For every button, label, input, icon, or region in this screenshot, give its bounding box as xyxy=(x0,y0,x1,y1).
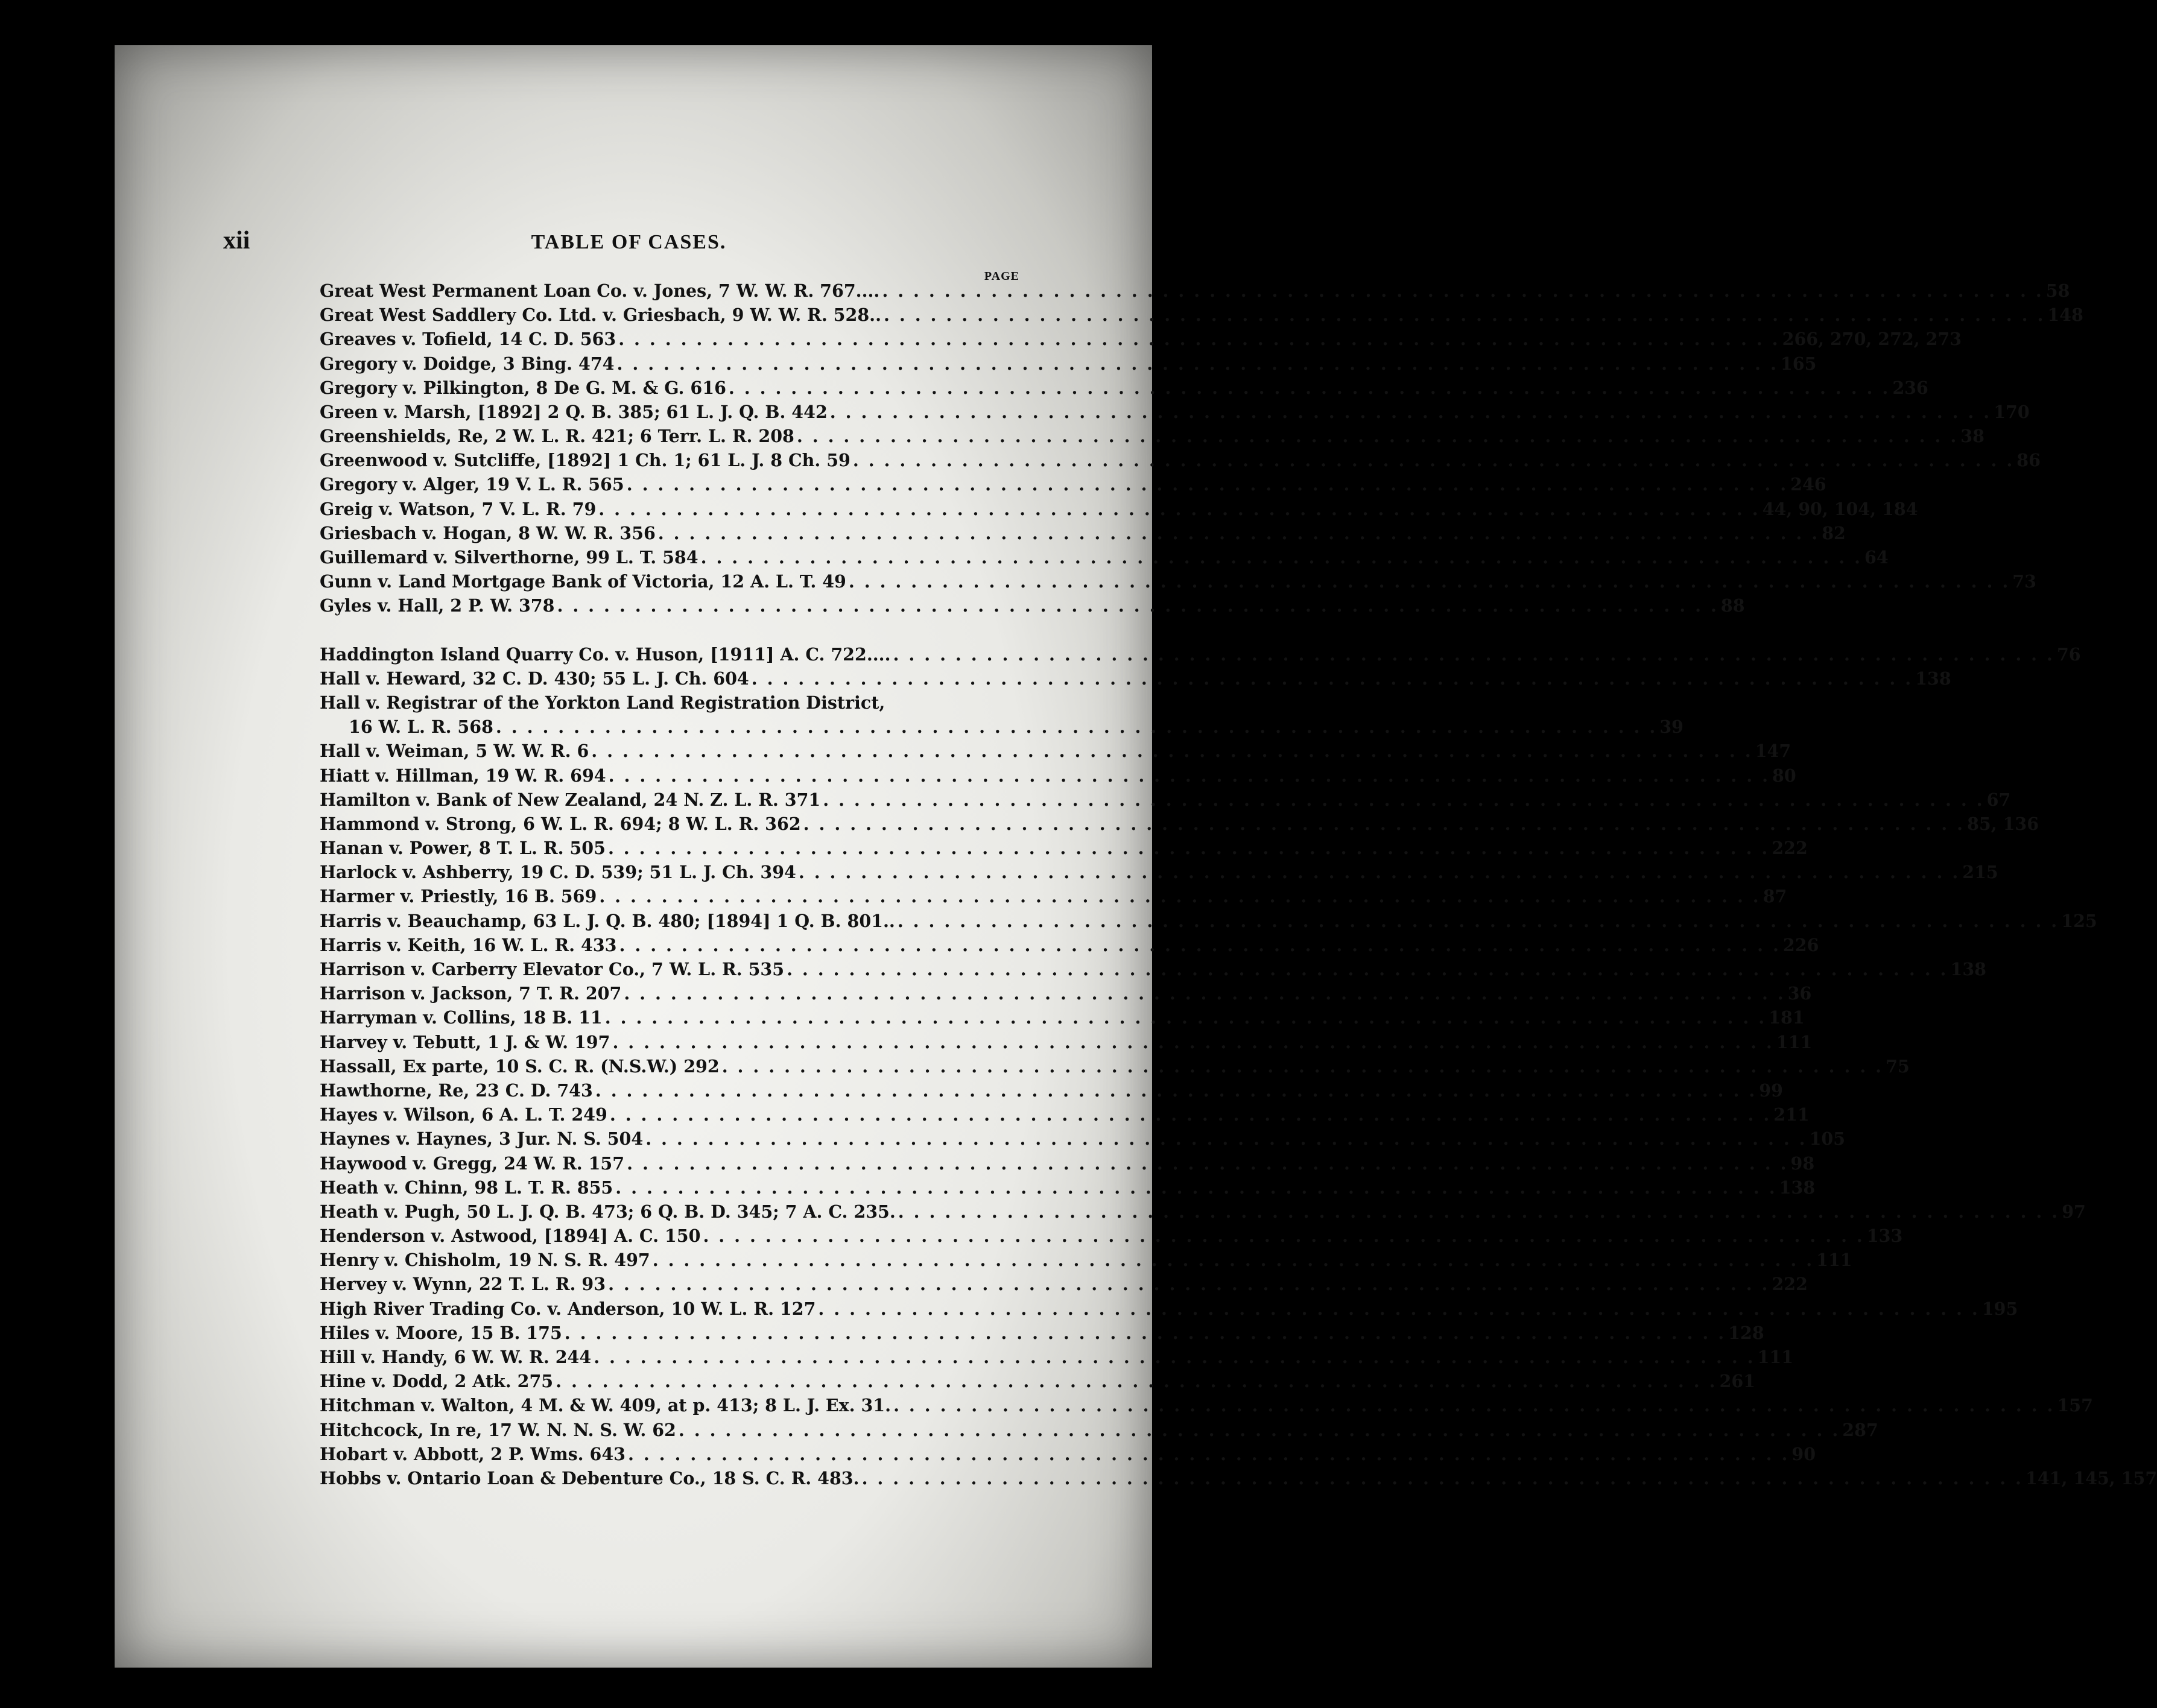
case-citation: Greaves v. Tofield, 14 C. D. 563 xyxy=(320,329,616,350)
case-citation: Heath v. Pugh, 50 L. J. Q. B. 473; 6 Q. B. D. 345; 7 A. C. 235. xyxy=(320,1201,896,1222)
page-reference: 266, 270, 272, 273 xyxy=(1782,329,1962,350)
page-column-heading: PAGE xyxy=(984,270,1019,283)
dot-leader: . . . . . . . . . . . . . . . . . . . . . . . . . . . . . . . . . . . . . . . . . . . . . . . . . . . . . . . . . . . . . . . . . . . . . . . . . . . xyxy=(557,595,1718,616)
case-citation: Gunn v. Land Mortgage Bank of Victoria, 12 A. L. T. 49 xyxy=(320,571,846,592)
dot-leader: . . . . . . . . . . . . . . . . . . . . . . . . . . . . . . . . . . . . . . . . . . . . . . . . . . . . . . . . . . . . . . . . . . . . . . . . . . . xyxy=(607,838,1770,859)
page-reference: 138 xyxy=(1779,1177,1816,1198)
case-citation: Hall v. Heward, 32 C. D. 430; 55 L. J. Ch. 604 xyxy=(320,668,749,689)
page-reference: 73 xyxy=(2012,571,2036,592)
page-reference: 85, 136 xyxy=(1967,813,2039,834)
case-citation: Hammond v. Strong, 6 W. L. R. 694; 8 W. L. R. 362 xyxy=(320,813,801,834)
page-reference: 157 xyxy=(2057,1395,2093,1416)
dot-leader: . . . . . . . . . . . . . . . . . . . . . . . . . . . . . . . . . . . . . . . . . . . . . . . . . . . . . . . . . . . . . . . . . . . . . . . . . . . xyxy=(591,741,1753,762)
page-reference: 147 xyxy=(1755,741,1791,762)
page-reference: 38 xyxy=(1960,426,1984,447)
case-entry xyxy=(320,545,1889,569)
page-reference: 76 xyxy=(2056,644,2081,665)
dot-leader: . . . . . . . . . . . . . . . . . . . . . . . . . . . . . . . . . . . . . . . . . . . . . . . . . . . . . . . . . . . . . . . . . . . . . . . . . . . xyxy=(893,1395,2055,1416)
dot-leader: . . . . . . . . . . . . . . . . . . . . . . . . . . . . . . . . . . . . . . . . . . . . . . . . . . . . . . . . . . . . . . . . . . . . . . . . . . . xyxy=(852,450,2015,471)
dot-leader: . . . . . . . . . . . . . . . . . . . . . . . . . . . . . . . . . . . . . . . . . . . . . . . . . . . . . . . . . . . . . . . . . . . . . . . . . . . xyxy=(823,789,1984,810)
page-reference: 125 xyxy=(2061,910,2097,931)
dot-leader: . . . . . . . . . . . . . . . . . . . . . . . . . . . . . . . . . . . . . . . . . . . . . . . . . . . . . . . . . . . . . . . . . . . . . . . . . . . xyxy=(619,934,1781,955)
page-reference: 181 xyxy=(1769,1007,1805,1028)
case-entry xyxy=(320,1321,1764,1345)
dot-leader: . . . . . . . . . . . . . . . . . . . . . . . . . . . . . . . . . . . . . . . . . . . . . . . . . . . . . . . . . . . . . . . . . . . . . . . . . . . xyxy=(627,1153,1788,1174)
page-reference: 148 xyxy=(2047,305,2083,326)
dot-leader: . . . . . . . . . . . . . . . . . . . . . . . . . . . . . . . . . . . . . . . . . . . . . . . . . . . . . . . . . . . . . . . . . . . . . . . . . . . xyxy=(829,401,1992,422)
page-reference: 111 xyxy=(1816,1250,1852,1271)
dot-leader: . . . . . . . . . . . . . . . . . . . . . . . . . . . . . . . . . . . . . . . . . . . . . . . . . . . . . . . . . . . . . . . . . . . . . . . . . . . xyxy=(627,1443,1790,1464)
page-reference: 75 xyxy=(1886,1055,1910,1077)
page-reference: 98 xyxy=(1790,1153,1815,1174)
page-number: xii xyxy=(223,227,250,255)
case-entry xyxy=(320,1030,1813,1054)
case-citation: Hiles v. Moore, 15 B. 175 xyxy=(320,1322,562,1343)
page-reference: 165 xyxy=(1780,353,1817,374)
dot-leader: . . . . . . . . . . . . . . . . . . . . . . . . . . . . . . . . . . . . . . . . . . . . . . . . . . . . . . . . . . . . . . . . . . . . . . . . . . . xyxy=(700,547,1862,568)
dot-leader: . . . . . . . . . . . . . . . . . . . . . . . . . . . . . . . . . . . . . . . . . . . . . . . . . . . . . . . . . . . . . . . . . . . . . . . . . . . xyxy=(787,959,1948,980)
page-reference: 90 xyxy=(1791,1443,1816,1464)
case-entry xyxy=(320,885,1787,909)
case-citation: Greig v. Watson, 7 V. L. R. 79 xyxy=(320,498,597,519)
case-citation: Hine v. Dodd, 2 Atk. 275 xyxy=(320,1371,554,1392)
dot-leader: . . . . . . . . . . . . . . . . . . . . . . . . . . . . . . . . . . . . . . . . . . . . . . . . . . . . . . . . . . . . . . . . . . . . . . . . . . . xyxy=(652,1250,1814,1271)
case-entry xyxy=(320,497,1918,521)
table-of-cases xyxy=(320,279,2157,1490)
dot-leader: . . . . . . . . . . . . . . . . . . . . . . . . . . . . . . . . . . . . . . . . . . . . . . . . . . . . . . . . . . . . . . . . . . . . . . . . . . . xyxy=(728,377,1890,398)
case-entry xyxy=(320,1127,1846,1151)
case-citation: Great West Saddlery Co. Ltd. v. Griesbach, 9 W. W. R. 528.. xyxy=(320,305,882,326)
page-reference: 141, 145, 157 xyxy=(2025,1467,2157,1488)
case-entry xyxy=(320,1175,1816,1200)
page-reference: 246 xyxy=(1790,474,1826,495)
case-citation: Hassall, Ex parte, 10 S. C. R. (N.S.W.) 292 xyxy=(320,1055,720,1077)
case-entry xyxy=(320,1297,2018,1321)
dot-leader: . . . . . . . . . . . . . . . . . . . . . . . . . . . . . . . . . . . . . . . . . . . . . . . . . . . . . . . . . . . . . . . . . . . . . . . . . . . xyxy=(608,765,1770,786)
dot-leader: . . . . . . . . . . . . . . . . . . . . . . . . . . . . . . . . . . . . . . . . . . . . . . . . . . . . . . . . . . . . . . . . . . . . . . . . . . . xyxy=(882,280,2044,301)
case-citation: Hill v. Handy, 6 W. W. R. 244 xyxy=(320,1347,592,1368)
case-citation: Harrison v. Carberry Elevator Co., 7 W. L. R. 535 xyxy=(320,959,785,980)
dot-leader: . . . . . . . . . . . . . . . . . . . . . . . . . . . . . . . . . . . . . . . . . . . . . . . . . . . . . . . . . . . . . . . . . . . . . . . . . . . xyxy=(893,644,2054,665)
dot-leader: . . . . . . . . . . . . . . . . . . . . . . . . . . . . . . . . . . . . . . . . . . . . . . . . . . . . . . . . . . . . . . . . . . . . . . . . . . . xyxy=(796,426,1959,447)
page-reference: 261 xyxy=(1719,1371,1756,1392)
case-citation: Gregory v. Alger, 19 V. L. R. 565 xyxy=(320,474,624,495)
case-citation: Gregory v. Doidge, 3 Bing. 474 xyxy=(320,353,615,374)
case-entry xyxy=(320,1369,1756,1393)
dot-leader: . . . . . . . . . . . . . . . . . . . . . . . . . . . . . . . . . . . . . . . . . . . . . . . . . . . . . . . . . . . . . . . . . . . . . . . . . . . xyxy=(678,1419,1840,1440)
case-entry xyxy=(320,400,2030,424)
case-citation: Great West Permanent Loan Co. v. Jones, 7 W. W. R. 767.... xyxy=(320,280,880,301)
case-entry xyxy=(320,376,1928,400)
case-entry xyxy=(320,521,1846,545)
case-entry xyxy=(320,303,2083,327)
case-entry xyxy=(320,1466,2157,1490)
case-entry xyxy=(320,1248,1852,1272)
dot-leader: . . . . . . . . . . . . . . . . . . . . . . . . . . . . . . . . . . . . . . . . . . . . . . . . . . . . . . . . . . . . . . . . . . . . . . . . . . . xyxy=(598,498,1760,519)
dot-leader: . . . . . . . . . . . . . . . . . . . . . . . . . . . . . . . . . . . . . . . . . . . . . . . . . . . . . . . . . . . . . . . . . . . . . . . . . . . xyxy=(703,1226,1864,1247)
case-citation: High River Trading Co. v. Anderson, 10 W. L. R. 127 xyxy=(320,1298,816,1319)
case-citation: Hitchcock, In re, 17 W. N. N. S. W. 62 xyxy=(320,1419,676,1440)
case-entry xyxy=(320,909,2097,933)
case-entry xyxy=(320,1078,1783,1102)
page-reference: 138 xyxy=(1915,668,1951,689)
case-entry-continuation xyxy=(320,715,1683,739)
page-reference: 88 xyxy=(1720,595,1745,616)
case-citation: Harlock v. Ashberry, 19 C. D. 539; 51 L. J. Ch. 394 xyxy=(320,862,796,883)
case-citation: Hobart v. Abbott, 2 P. Wms. 643 xyxy=(320,1443,626,1464)
case-citation: Harris v. Keith, 16 W. L. R. 433 xyxy=(320,934,617,955)
case-entry xyxy=(320,593,1745,618)
case-entry xyxy=(320,1102,1810,1127)
dot-leader: . . . . . . . . . . . . . . . . . . . . . . . . . . . . . . . . . . . . . . . . . . . . . . . . . . . . . . . . . . . . . . . . . . . . . . . . . . . xyxy=(751,668,1913,689)
dot-leader: . . . . . . . . . . . . . . . . . . . . . . . . . . . . . . . . . . . . . . . . . . . . . . . . . . . . . . . . . . . . . . . . . . . . . . . . . . . xyxy=(609,1104,1772,1125)
page-reference: 58 xyxy=(2045,280,2070,301)
dot-leader: . . . . . . . . . . . . . . . . . . . . . . . . . . . . . . . . . . . . . . . . . . . . . . . . . . . . . . . . . . . . . . . . . . . . . . . . . . . xyxy=(884,305,2045,326)
page-reference: 80 xyxy=(1772,765,1796,786)
dot-leader: . . . . . . . . . . . . . . . . . . . . . . . . . . . . . . . . . . . . . . . . . . . . . . . . . . . . . . . . . . . . . . . . . . . . . . . . . . . xyxy=(556,1371,1717,1392)
case-citation: Griesbach v. Hogan, 8 W. W. R. 356 xyxy=(320,522,656,543)
case-citation-continuation: 16 W. L. R. 568 xyxy=(349,716,493,738)
case-entry xyxy=(320,739,1791,763)
case-citation: Hitchman v. Walton, 4 M. & W. 409, at p. 413; 8 L. J. Ex. 31. xyxy=(320,1395,892,1416)
case-entry xyxy=(320,473,1826,497)
case-entry xyxy=(320,1393,2093,1417)
page-reference: 39 xyxy=(1659,716,1683,738)
case-entry xyxy=(320,788,2011,812)
case-citation: Greenshields, Re, 2 W. L. R. 421; 6 Terr. L. R. 208 xyxy=(320,426,794,447)
case-citation: Greenwood v. Sutcliffe, [1892] 1 Ch. 1; 61 L. J. 8 Ch. 59 xyxy=(320,450,850,471)
case-citation: Guillemard v. Silverthorne, 99 L. T. 584 xyxy=(320,547,698,568)
dot-leader: . . . . . . . . . . . . . . . . . . . . . . . . . . . . . . . . . . . . . . . . . . . . . . . . . . . . . . . . . . . . . . . . . . . . . . . . . . . xyxy=(626,474,1788,495)
dot-leader: . . . . . . . . . . . . . . . . . . . . . . . . . . . . . . . . . . . . . . . . . . . . . . . . . . . . . . . . . . . . . . . . . . . . . . . . . . . xyxy=(599,886,1761,907)
dot-leader: . . . . . . . . . . . . . . . . . . . . . . . . . . . . . . . . . . . . . . . . . . . . . . . . . . . . . . . . . . . . . . . . . . . . . . . . . . . xyxy=(818,1298,1980,1319)
page-title: TABLE OF CASES. xyxy=(531,231,727,253)
page-reference: 87 xyxy=(1763,886,1787,907)
page-reference: 215 xyxy=(1962,862,1998,883)
dot-leader: . . . . . . . . . . . . . . . . . . . . . . . . . . . . . . . . . . . . . . . . . . . . . . . . . . . . . . . . . . . . . . . . . . . . . . . . . . . xyxy=(645,1128,1807,1150)
dot-leader: . . . . . . . . . . . . . . . . . . . . . . . . . . . . . . . . . . . . . . . . . . . . . . . . . . . . . . . . . . . . . . . . . . . . . . . . . . . xyxy=(615,1177,1777,1198)
case-entry xyxy=(320,279,2070,303)
case-citation: Haywood v. Gregg, 24 W. R. 157 xyxy=(320,1153,625,1174)
case-entry xyxy=(320,1224,1903,1248)
dot-leader: . . . . . . . . . . . . . . . . . . . . . . . . . . . . . . . . . . . . . . . . . . . . . . . . . . . . . . . . . . . . . . . . . . . . . . . . . . . xyxy=(594,1347,1755,1368)
page-reference: 111 xyxy=(1776,1031,1813,1052)
case-entry xyxy=(320,424,1984,448)
case-citation: Hiatt v. Hillman, 19 W. R. 694 xyxy=(320,765,606,786)
case-citation: Hall v. Registrar of the Yorkton Land Registration District, xyxy=(320,692,885,713)
page-header xyxy=(223,226,1034,262)
case-citation: Haddington Island Quarry Co. v. Huson, [1911] A. C. 722.... xyxy=(320,644,891,665)
case-entry xyxy=(320,1005,1805,1030)
case-citation: Hayes v. Wilson, 6 A. L. T. 249 xyxy=(320,1104,607,1125)
case-entry xyxy=(320,1200,2086,1224)
case-citation: Hamilton v. Bank of New Zealand, 24 N. Z. L. R. 371 xyxy=(320,789,821,810)
dot-leader: . . . . . . . . . . . . . . . . . . . . . . . . . . . . . . . . . . . . . . . . . . . . . . . . . . . . . . . . . . . . . . . . . . . . . . . . . . . xyxy=(657,522,1820,543)
page-reference: 67 xyxy=(1986,789,2011,810)
dot-leader: . . . . . . . . . . . . . . . . . . . . . . . . . . . . . . . . . . . . . . . . . . . . . . . . . . . . . . . . . . . . . . . . . . . . . . . . . . . xyxy=(618,329,1780,350)
page-reference: 138 xyxy=(1950,959,1986,980)
page-reference: 236 xyxy=(1892,377,1928,398)
page-reference: 211 xyxy=(1773,1104,1810,1125)
case-entry xyxy=(320,860,1998,884)
page-reference: 99 xyxy=(1759,1080,1783,1101)
case-entry xyxy=(320,666,1951,691)
page-reference: 36 xyxy=(1787,983,1812,1004)
case-entry xyxy=(320,352,1817,376)
case-entry xyxy=(320,1345,1794,1369)
case-citation: Green v. Marsh, [1892] 2 Q. B. 385; 61 L. J. Q. B. 442 xyxy=(320,401,828,422)
group-gap xyxy=(320,618,1019,642)
dot-leader: . . . . . . . . . . . . . . . . . . . . . . . . . . . . . . . . . . . . . . . . . . . . . . . . . . . . . . . . . . . . . . . . . . . . . . . . . . . xyxy=(803,813,1965,834)
page-reference: 226 xyxy=(1782,934,1819,955)
case-citation: Harrison v. Jackson, 7 T. R. 207 xyxy=(320,983,622,1004)
dot-leader: . . . . . . . . . . . . . . . . . . . . . . . . . . . . . . . . . . . . . . . . . . . . . . . . . . . . . . . . . . . . . . . . . . . . . . . . . . . xyxy=(564,1322,1726,1343)
case-entry xyxy=(320,764,1796,788)
case-citation: Harvey v. Tebutt, 1 J. & W. 197 xyxy=(320,1031,610,1052)
case-citation: Hawthorne, Re, 23 C. D. 743 xyxy=(320,1080,593,1101)
dot-leader: . . . . . . . . . . . . . . . . . . . . . . . . . . . . . . . . . . . . . . . . . . . . . . . . . . . . . . . . . . . . . . . . . . . . . . . . . . . xyxy=(848,571,2010,592)
case-citation: Hobbs v. Ontario Loan & Debenture Co., 18 S. C. R. 483. xyxy=(320,1467,860,1488)
case-entry xyxy=(320,981,1812,1005)
case-entry xyxy=(320,448,2041,472)
page-reference: 128 xyxy=(1728,1322,1764,1343)
case-entry xyxy=(320,1418,1878,1442)
page-reference: 111 xyxy=(1757,1347,1794,1368)
case-citation: Harryman v. Collins, 18 B. 11 xyxy=(320,1007,603,1028)
page-reference: 105 xyxy=(1809,1128,1846,1150)
dot-leader: . . . . . . . . . . . . . . . . . . . . . . . . . . . . . . . . . . . . . . . . . . . . . . . . . . . . . . . . . . . . . . . . . . . . . . . . . . . xyxy=(898,1201,2060,1222)
case-citation: Gyles v. Hall, 2 P. W. 378 xyxy=(320,595,555,616)
case-entry xyxy=(320,1151,1815,1175)
case-entry xyxy=(320,812,2039,836)
page-reference: 86 xyxy=(2016,450,2041,471)
dot-leader: . . . . . . . . . . . . . . . . . . . . . . . . . . . . . . . . . . . . . . . . . . . . . . . . . . . . . . . . . . . . . . . . . . . . . . . . . . . xyxy=(721,1055,1884,1077)
case-citation: Harmer v. Priestly, 16 B. 569 xyxy=(320,886,597,907)
case-citation: Hall v. Weiman, 5 W. W. R. 6 xyxy=(320,741,589,762)
case-citation: Henderson v. Astwood, [1894] A. C. 150 xyxy=(320,1226,701,1247)
case-entry xyxy=(320,569,2036,593)
case-entry xyxy=(320,327,1962,351)
page-reference: 97 xyxy=(2062,1201,2086,1222)
dot-leader: . . . . . . . . . . . . . . . . . . . . . . . . . . . . . . . . . . . . . . . . . . . . . . . . . . . . . . . . . . . . . . . . . . . . . . . . . . . xyxy=(897,910,2059,931)
page-reference: 222 xyxy=(1772,1274,1808,1295)
dot-leader: . . . . . . . . . . . . . . . . . . . . . . . . . . . . . . . . . . . . . . . . . . . . . . . . . . . . . . . . . . . . . . . . . . . . . . . . . . . xyxy=(798,862,1960,883)
page-reference: 64 xyxy=(1864,547,1889,568)
case-citation: Heath v. Chinn, 98 L. T. R. 855 xyxy=(320,1177,613,1198)
dot-leader: . . . . . . . . . . . . . . . . . . . . . . . . . . . . . . . . . . . . . . . . . . . . . . . . . . . . . . . . . . . . . . . . . . . . . . . . . . . xyxy=(612,1031,1774,1052)
case-citation: Henry v. Chisholm, 19 N. S. R. 497 xyxy=(320,1250,650,1271)
page-reference: 44, 90, 104, 184 xyxy=(1762,498,1918,519)
case-entry xyxy=(320,691,1019,715)
case-citation: Harris v. Beauchamp, 63 L. J. Q. B. 480; [1894] 1 Q. B. 801.. xyxy=(320,910,895,931)
page-reference: 170 xyxy=(1994,401,2030,422)
case-entry xyxy=(320,1054,1910,1078)
page-reference: 287 xyxy=(1842,1419,1878,1440)
case-entry xyxy=(320,933,1819,957)
case-entry xyxy=(320,957,1986,981)
case-entry xyxy=(320,642,2081,666)
page-reference: 82 xyxy=(1822,522,1846,543)
dot-leader: . . . . . . . . . . . . . . . . . . . . . . . . . . . . . . . . . . . . . . . . . . . . . . . . . . . . . . . . . . . . . . . . . . . . . . . . . . . xyxy=(616,353,1778,374)
dot-leader: . . . . . . . . . . . . . . . . . . . . . . . . . . . . . . . . . . . . . . . . . . . . . . . . . . . . . . . . . . . . . . . . . . . . . . . . . . . xyxy=(624,983,1785,1004)
case-entry xyxy=(320,1273,1808,1297)
case-citation: Hanan v. Power, 8 T. L. R. 505 xyxy=(320,838,606,859)
dot-leader: . . . . . . . . . . . . . . . . . . . . . . . . . . . . . . . . . . . . . . . . . . . . . . . . . . . . . . . . . . . . . . . . . . . . . . . . . . . xyxy=(495,716,1658,738)
case-entry xyxy=(320,1442,1816,1466)
page-reference: 195 xyxy=(1981,1298,2018,1319)
page-reference: 222 xyxy=(1772,838,1808,859)
case-citation: Hervey v. Wynn, 22 T. L. R. 93 xyxy=(320,1274,606,1295)
dot-leader: . . . . . . . . . . . . . . . . . . . . . . . . . . . . . . . . . . . . . . . . . . . . . . . . . . . . . . . . . . . . . . . . . . . . . . . . . . . xyxy=(604,1007,1767,1028)
case-citation: Haynes v. Haynes, 3 Jur. N. S. 504 xyxy=(320,1128,644,1150)
case-citation: Gregory v. Pilkington, 8 De G. M. & G. 616 xyxy=(320,377,726,398)
dot-leader: . . . . . . . . . . . . . . . . . . . . . . . . . . . . . . . . . . . . . . . . . . . . . . . . . . . . . . . . . . . . . . . . . . . . . . . . . . . xyxy=(861,1467,2023,1488)
case-entry xyxy=(320,836,1808,860)
dot-leader: . . . . . . . . . . . . . . . . . . . . . . . . . . . . . . . . . . . . . . . . . . . . . . . . . . . . . . . . . . . . . . . . . . . . . . . . . . . xyxy=(595,1080,1757,1101)
dot-leader: . . . . . . . . . . . . . . . . . . . . . . . . . . . . . . . . . . . . . . . . . . . . . . . . . . . . . . . . . . . . . . . . . . . . . . . . . . . xyxy=(608,1274,1770,1295)
page-reference: 133 xyxy=(1866,1226,1903,1247)
